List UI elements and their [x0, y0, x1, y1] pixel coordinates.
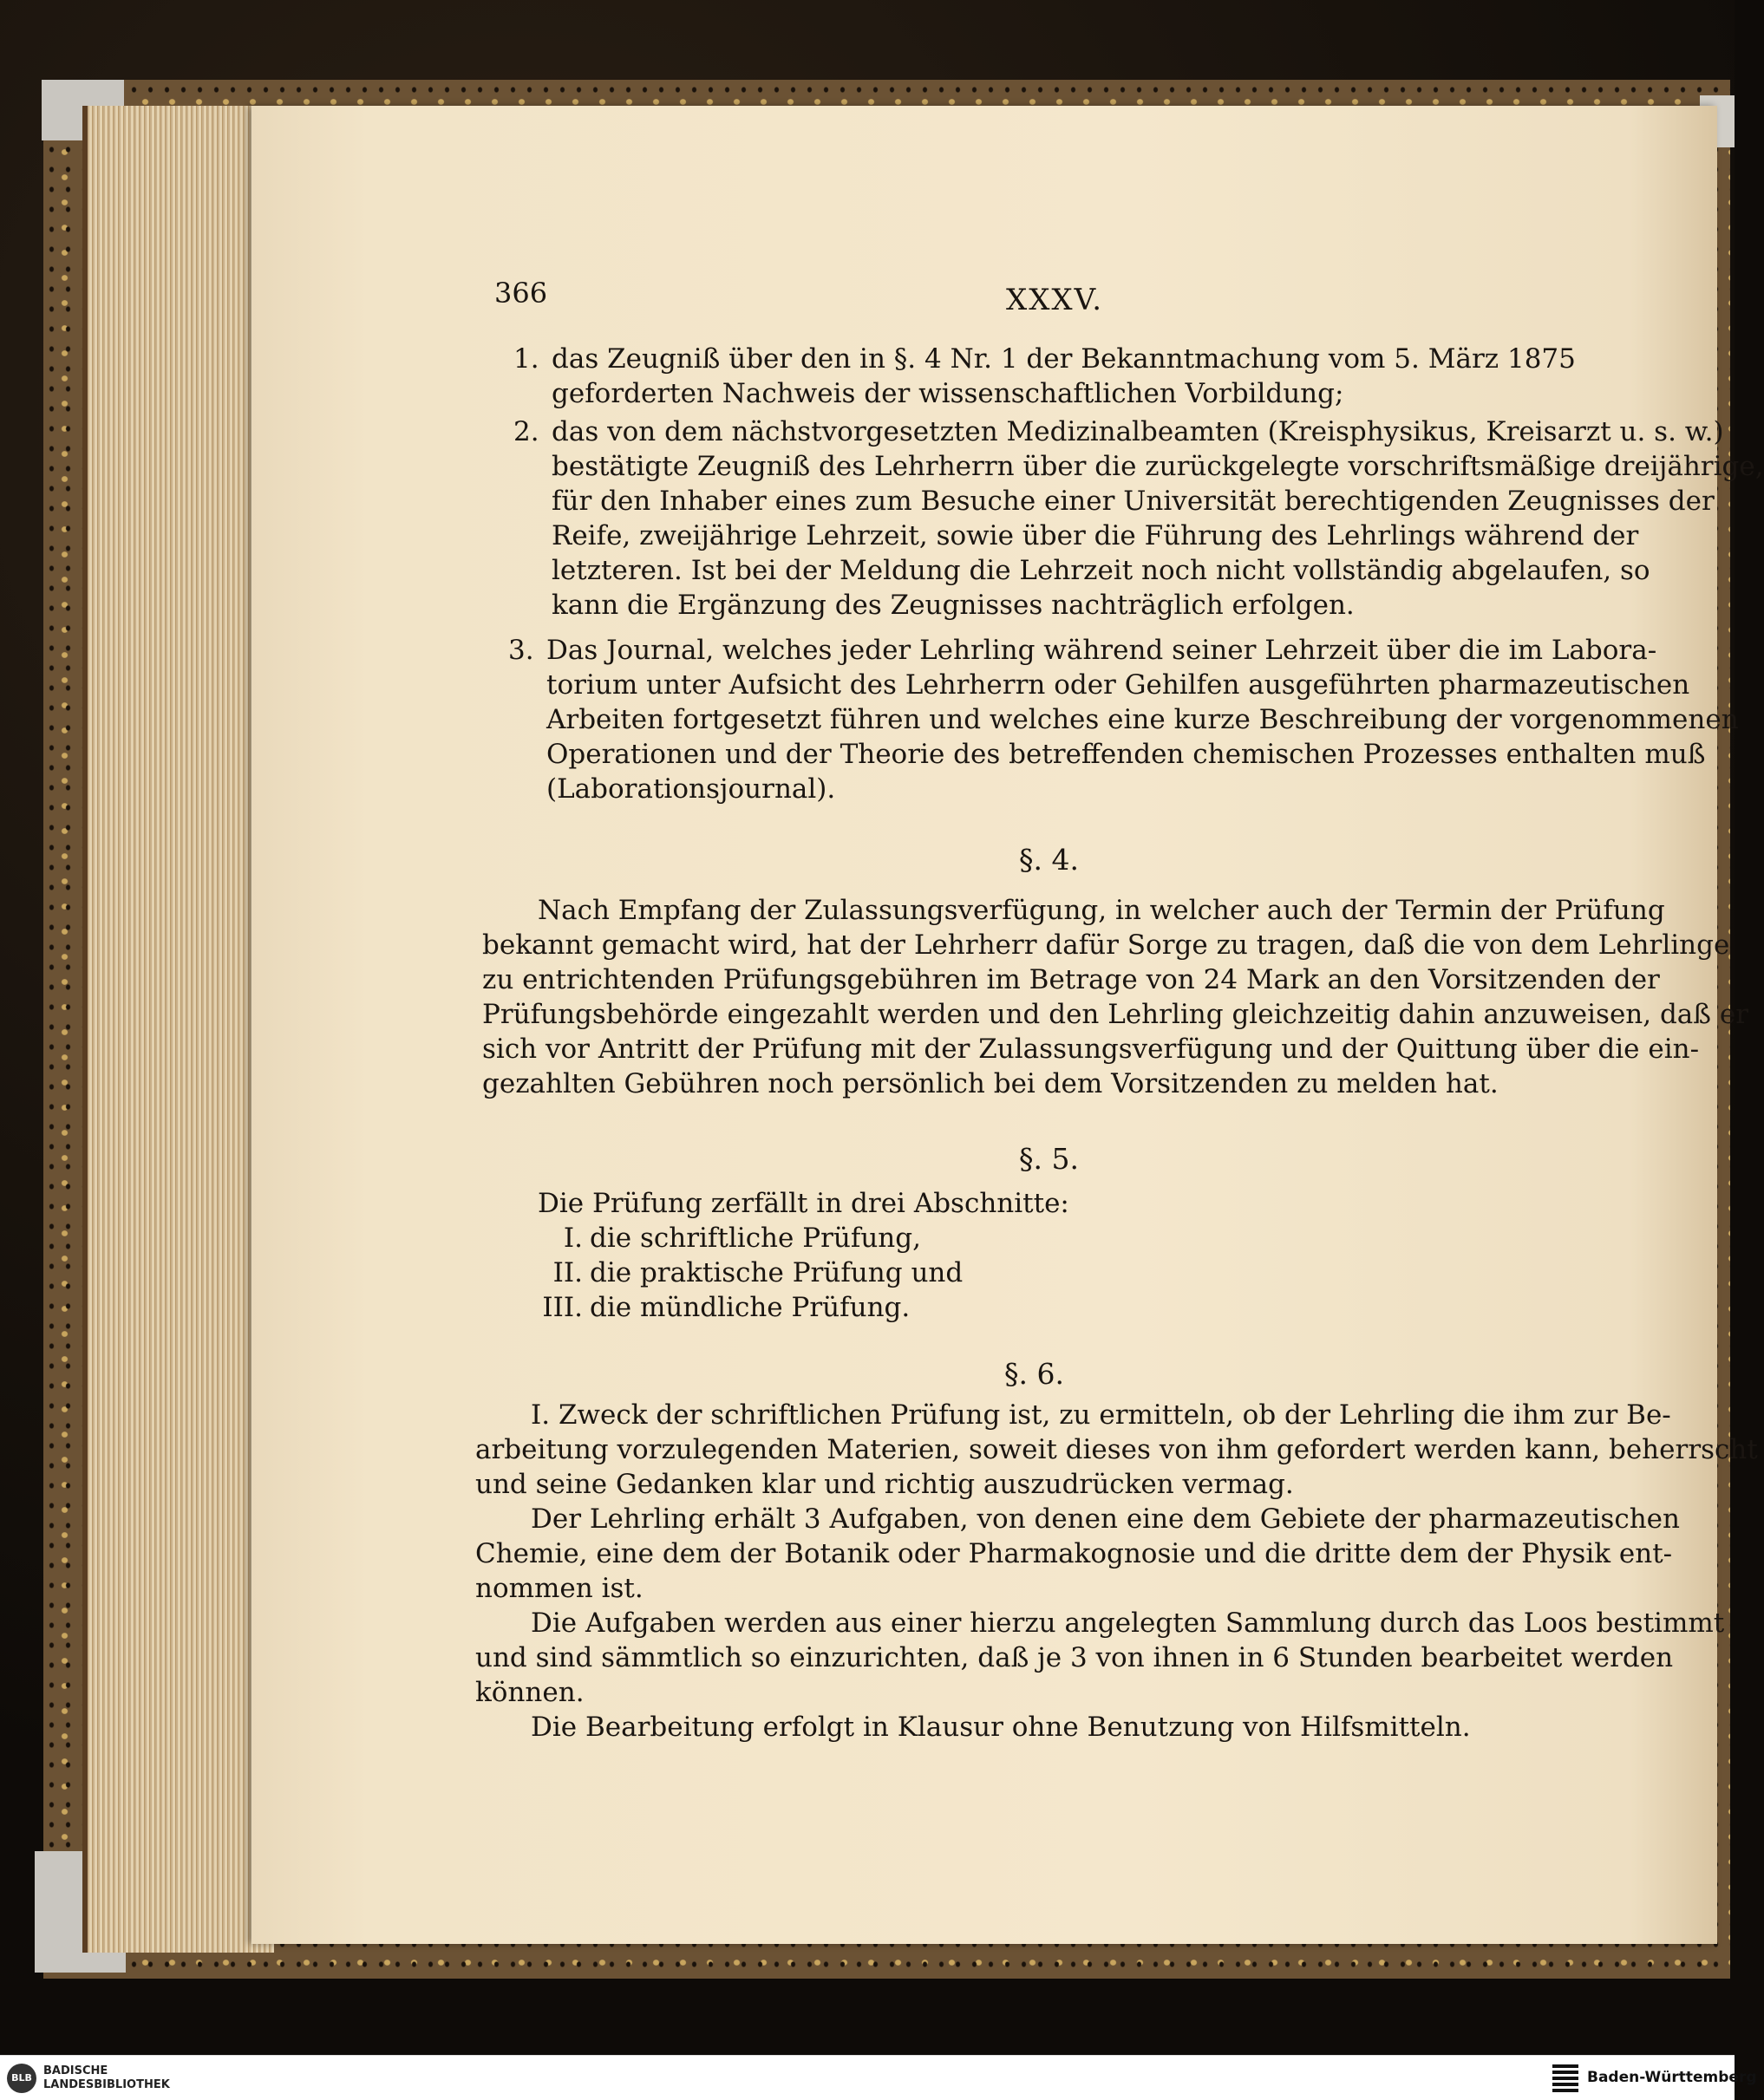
list-line: für den Inhaber eines zum Besuche einer Universität berechtigenden Zeugnisses der — [552, 486, 1715, 517]
section-5-list — [538, 1221, 963, 1325]
list-text: Das Journal, welches jeder Lehrling während seiner Lehrzeit über die im Labora- — [546, 635, 1657, 666]
page-edges — [82, 106, 274, 1953]
viewer-footer — [0, 2055, 1757, 2100]
list-line: Operationen und der Theorie des betreffenden chemischen Prozesses enthalten muß — [546, 739, 1706, 770]
list-line: letzteren. Ist bei der Meldung die Lehrzeit noch nicht vollständig abgelaufen, so — [552, 555, 1650, 586]
roman-item — [538, 1221, 963, 1255]
list-item-1 — [513, 342, 1576, 411]
section-5-heading: §. 5. — [1019, 1142, 1079, 1176]
paragraph-line: nommen ist. — [475, 1573, 644, 1604]
list-item-2 — [513, 414, 1764, 623]
list-line: kann die Ergänzung des Zeugnisses nachträglich erfolgen. — [552, 590, 1355, 621]
list-number: 3. — [508, 635, 534, 666]
list-text: das von dem nächstvorgesetzten Medizinalbeamten (Kreisphysikus, Kreisarzt u. s. w.) — [552, 416, 1724, 447]
paragraph-line: sich vor Antritt der Prüfung mit der Zulassungsverfügung und der Quittung über die ein- — [482, 1034, 1700, 1065]
list-line — [513, 342, 1576, 376]
section-6-heading: §. 6. — [1004, 1357, 1064, 1391]
roman-text: die mündliche Prüfung. — [590, 1292, 911, 1323]
list-line: Arbeiten fortgesetzt führen und welches eine kurze Beschreibung der vorgenommenen — [546, 704, 1739, 735]
blb-logo-icon[interactable]: BLB — [7, 2064, 36, 2093]
baden-wuerttemberg-label[interactable]: Baden-Württemberg — [1587, 2069, 1757, 2086]
blb-name-line2: LANDESBIBLIOTHEK — [43, 2078, 170, 2091]
list-line: Reife, zweijährige Lehrzeit, sowie über die Führung des Lehrlings während der — [552, 520, 1639, 551]
list-line: geforderten Nachweis der wissenschaftlichen Vorbildung; — [552, 378, 1344, 409]
baden-wuerttemberg-lions-icon[interactable] — [1552, 2063, 1578, 2092]
roman-number: III. — [542, 1292, 583, 1323]
roman-number: II. — [552, 1257, 583, 1288]
page-header: XXXV. — [1006, 283, 1104, 317]
section-6-paragraphs — [475, 1398, 1758, 1745]
paragraph-line: gezahlten Gebühren noch persönlich bei dem Vorsitzenden zu melden hat. — [482, 1068, 1499, 1099]
paragraph-line: können. — [475, 1677, 585, 1708]
paragraph-line: zu entrichtenden Prüfungsgebühren im Betrage von 24 Mark an den Vorsitzenden der — [482, 964, 1660, 995]
roman-number: I. — [563, 1223, 583, 1254]
roman-item — [538, 1290, 963, 1325]
paragraph-line: Der Lehrling erhält 3 Aufgaben, von denen eine dem Gebiete der pharmazeutischen — [531, 1503, 1680, 1535]
paragraph-line: bekannt gemacht wird, hat der Lehrherr dafür Sorge zu tragen, daß die von dem Lehrlinge — [482, 929, 1730, 961]
blb-name-line1: BADISCHE — [43, 2064, 108, 2077]
list-line — [513, 414, 1764, 449]
paragraph-line: und sind sämmtlich so einzurichten, daß je 3 von ihnen in 6 Stunden bearbeitet werden — [475, 1642, 1674, 1673]
paragraph-line: Prüfungsbehörde eingezahlt werden und den Lehrling gleichzeitig dahin anzuweisen, daß er — [482, 999, 1749, 1030]
roman-item — [538, 1255, 963, 1290]
paragraph-line: arbeitung vorzulegenden Materien, soweit dieses von ihm gefordert werden kann, beherrscht — [475, 1434, 1758, 1465]
list-item-3 — [508, 633, 1739, 806]
page-number: 366 — [494, 277, 548, 310]
blb-name[interactable] — [43, 2064, 170, 2092]
list-line: torium unter Aufsicht des Lehrherrn oder Gehilfen ausgeführten pharmazeutischen — [546, 669, 1690, 701]
paragraph-line: Die Bearbeitung erfolgt in Klausur ohne Benutzung von Hilfsmitteln. — [531, 1712, 1471, 1743]
paragraph-line: Chemie, eine dem der Botanik oder Pharmakognosie und die dritte dem der Physik ent- — [475, 1538, 1673, 1569]
list-text: das Zeugniß über den in §. 4 Nr. 1 der Bekanntmachung vom 5. März 1875 — [552, 343, 1576, 375]
list-line: bestätigte Zeugniß des Lehrherrn über die zurückgelegte vorschriftsmäßige dreijährige, — [552, 451, 1764, 482]
list-line: (Laborationsjournal). — [546, 773, 836, 805]
paragraph-line: Die Aufgaben werden aus einer hierzu angelegten Sammlung durch das Loos bestimmt — [531, 1608, 1725, 1639]
paragraph-line: und seine Gedanken klar und richtig auszudrücken vermag. — [475, 1469, 1294, 1500]
section-4-paragraph — [482, 893, 1748, 1101]
section-4-heading: §. 4. — [1019, 843, 1079, 877]
paragraph-line: Nach Empfang der Zulassungsverfügung, in welcher auch der Termin der Prüfung — [538, 895, 1665, 926]
list-line — [508, 633, 1739, 668]
paragraph-line: I. Zweck der schriftlichen Prüfung ist, zu ermitteln, ob der Lehrling die ihm zur Be- — [531, 1399, 1671, 1431]
list-number: 2. — [513, 416, 539, 447]
roman-text: die schriftliche Prüfung, — [590, 1223, 921, 1254]
list-number: 1. — [513, 343, 539, 375]
roman-text: die praktische Prüfung und — [590, 1257, 964, 1288]
section-5-intro: Die Prüfung zerfällt in drei Abschnitte: — [538, 1188, 1069, 1219]
